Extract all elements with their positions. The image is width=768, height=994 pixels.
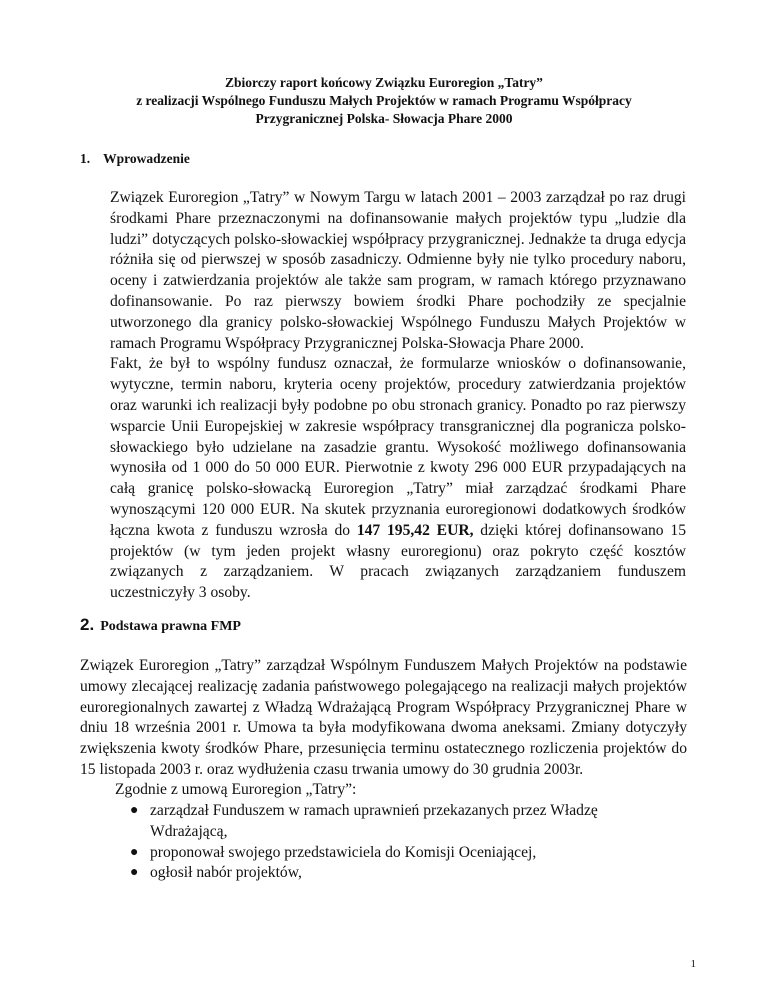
section-2-body bbox=[80, 656, 687, 781]
section-2-list-intro: Zgodnie z umową Euroregion „Tatry”: bbox=[115, 781, 357, 798]
page-number: 1 bbox=[690, 958, 696, 970]
bullet-icon: ● bbox=[130, 803, 139, 818]
document-title bbox=[0, 74, 768, 128]
title-line-1: Zbiorczy raport końcowy Związku Euroregion „Tatry” bbox=[225, 75, 543, 90]
section-2-title: Podstawa prawna FMP bbox=[100, 619, 241, 634]
list-item-text: ogłosił nabór projektów, bbox=[150, 864, 302, 882]
paragraph-2-text-start: Fakt, że był to wspólny fundusz oznaczał, że formularze wniosków o dofinansowanie, wytyczne, termin naboru, kryteria oceny projektów, procedury zatwierdzania projektów oraz warunki ich realizacji były podobne po obu stronach granicy. Ponadto po raz pierwszy wsparcie Unii Europejskiej w zakresie współpracy transgranicznej dla pogranicza polsko-słowackiego było udzielane na zasadzie grantu. Wysokość możliwego dofinansowania wynosiła od 1 000 do 50 000 EUR. Pierwotnie z kwoty 296 000 EUR przypadających na całą granicę polsko-słowacką Euroregion „Tatry” miał zarządzać środkami Phare wynoszącymi 120 000 EUR. Na skutek przyznania euroregionowi dodatkowych środków łączna kwota z funduszu wzrosła do bbox=[110, 355, 686, 539]
list-item bbox=[128, 801, 668, 843]
section-1-paragraph-1: Związek Euroregion „Tatry” w Nowym Targu w latach 2001 – 2003 zarządzał po raz drugi środkami Phare przeznaczonymi na dofinansowanie małych projektów typu „ludzie dla ludzi” dotyczących polsko-słowackiej współpracy przygranicznej. Jednakże ta druga edycja różniła się od pierwszej w sposób zasadniczy. Odmienne były nie tylko procedury naboru, oceny i zatwierdzania projektów ale także sam program, w ramach którego przyznawano dofinansowanie. Po raz pierwszy bowiem środki Phare pochodziły ze specjalnie utworzonego dla granicy polsko-słowackiej Wspólnego Funduszu Małych Projektów w ramach Programu Współpracy Przygranicznej Polska-Słowacja Phare 2000. bbox=[110, 189, 686, 352]
list-item-text: proponował swojego przedstawiciela do Komisji Oceniającej, bbox=[150, 843, 537, 861]
section-2-bullet-list bbox=[128, 801, 668, 884]
paragraph-2-text-end: dzięki której dofinansowano 15 projektów (w tym jeden projekt własny euroregionu) oraz pokryto część kosztów związanych z zarządzaniem. W pracach związanych zarządzaniem funduszem uczestniczyły 3 osoby. bbox=[110, 521, 686, 602]
list-item-text: zarządzał Funduszem w ramach uprawnień przekazanych przez Władzę Wdrażającą, bbox=[150, 802, 598, 840]
section-2-heading bbox=[80, 615, 241, 635]
bullet-icon: ● bbox=[130, 865, 139, 881]
list-item bbox=[128, 843, 668, 864]
title-line-2: z realizacji Wspólnego Funduszu Małych Projektów w ramach Programu Współpracy bbox=[136, 93, 632, 108]
section-1-body bbox=[110, 188, 686, 604]
section-1-paragraph-2 bbox=[110, 354, 686, 604]
section-1-title: Wprowadzenie bbox=[103, 151, 190, 166]
list-item bbox=[128, 863, 668, 884]
section-1-heading bbox=[80, 150, 190, 168]
bullet-icon: ● bbox=[130, 844, 139, 860]
section-2-number: 2. bbox=[80, 615, 95, 634]
section-2-paragraph-1: Związek Euroregion „Tatry” zarządzał Wspólnym Funduszem Małych Projektów na podstawie umowy zlecającej realizację zadania państwowego polegającego na realizacji małych projektów euroregionalnych zawartej z Władzą Wdrażającą Program Współpracy Przygranicznej Phare w dniu 18 września 2001 r. Umowa ta była modyfikowana dwoma aneksami. Zmiany dotyczyły zwiększenia kwoty środków Phare, przesunięcia terminu ostatecznego rozliczenia projektów do 15 listopada 2003 r. oraz wydłużenia czasu trwania umowy do 30 grudnia 2003r. bbox=[80, 657, 687, 778]
section-1-number: 1. bbox=[80, 151, 91, 166]
total-amount-value: 147 195,42 EUR, bbox=[356, 521, 474, 539]
title-line-3: Przygranicznej Polska- Słowacja Phare 2000 bbox=[255, 111, 513, 126]
